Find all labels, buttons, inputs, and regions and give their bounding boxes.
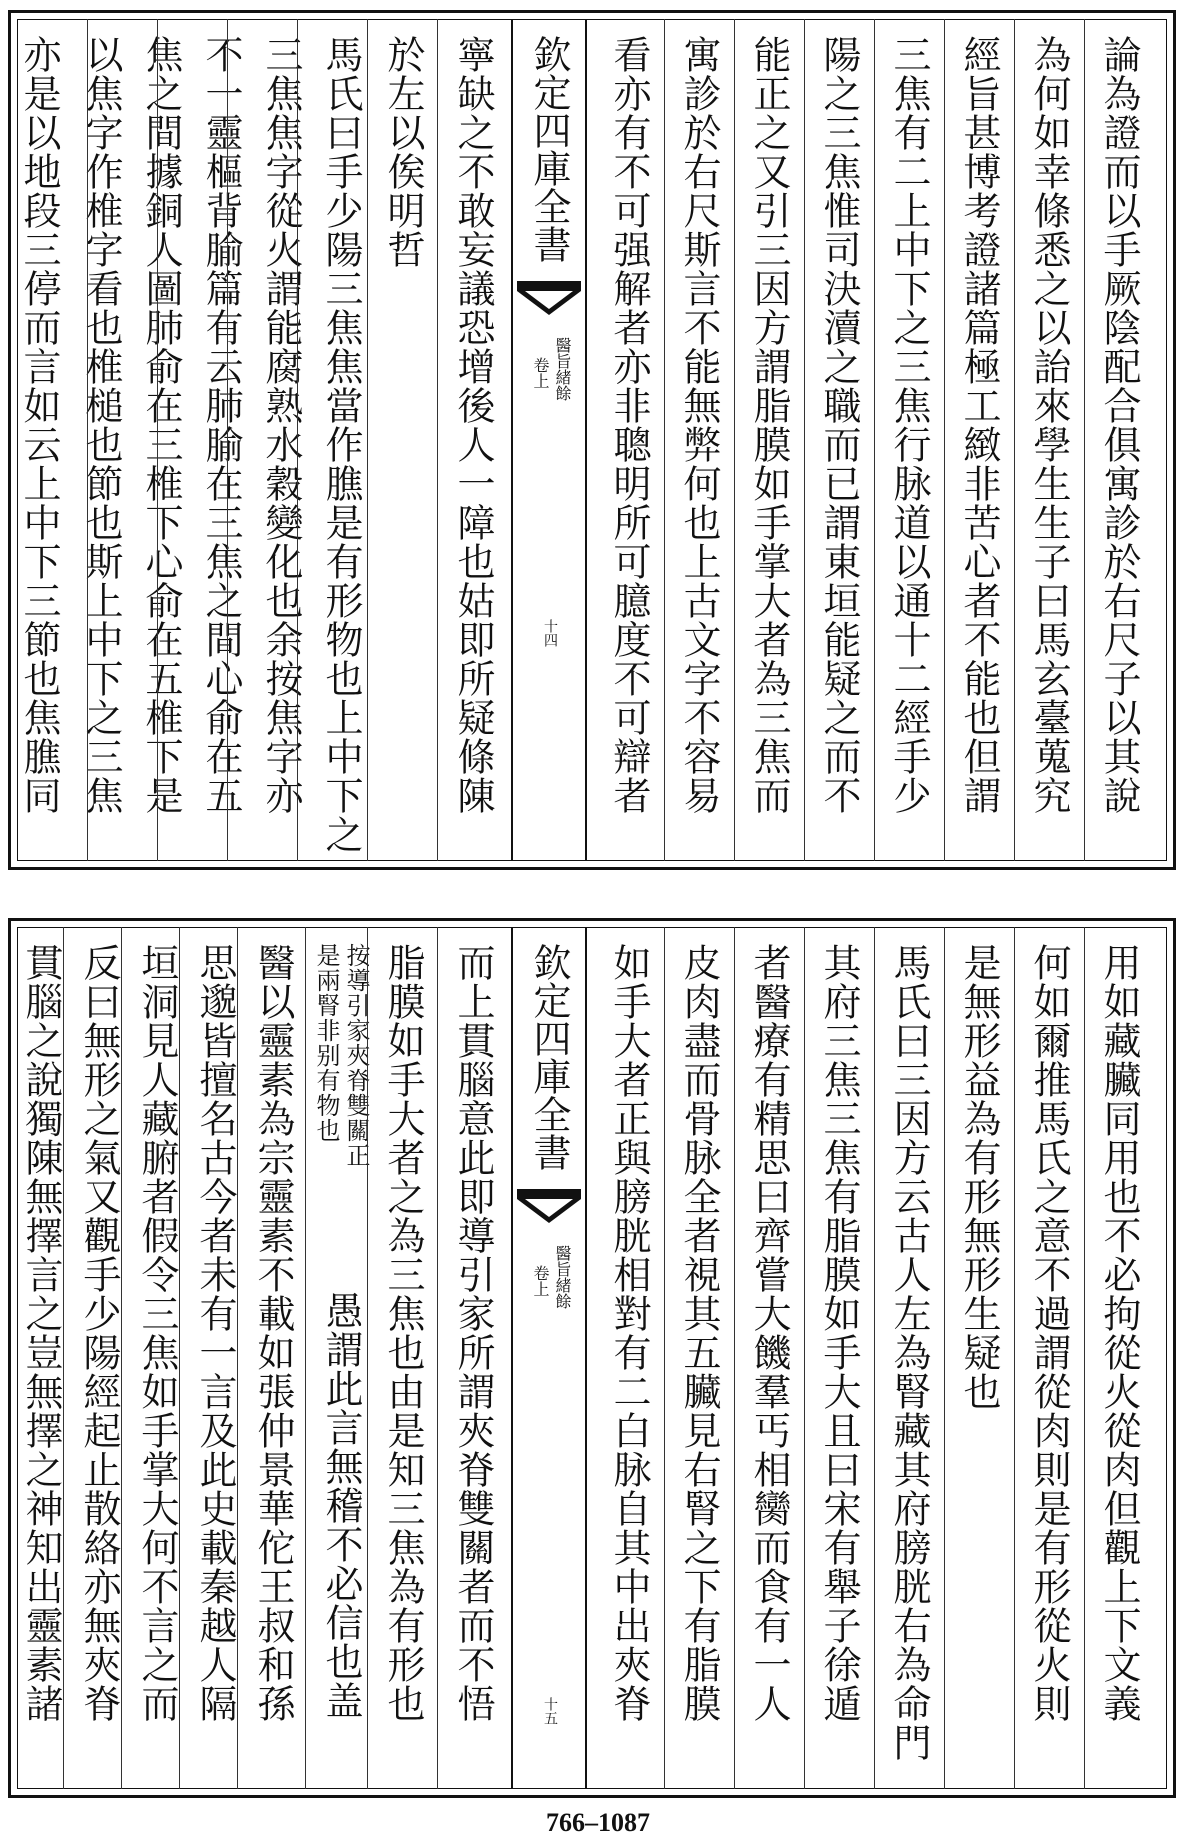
fishtail-mark-icon [517,281,581,315]
page-number: 十四 [542,619,558,647]
top-left-col-6: 焦之間據銅人圖肺俞在三椎下心俞在五椎下是 [139,35,183,815]
volume-label: 卷上 [531,357,550,389]
column-rule [437,927,438,1789]
top-left-col-8: 亦是以地段三停而言如云上中下三節也焦膲同 [17,35,61,815]
bottom-right-col-4: 馬氏曰三因方云古人左為腎藏其府膀胱右為命門 [887,943,931,1762]
top-center-fold [511,19,587,861]
column-rule [87,19,88,861]
top-left-col-1: 寧缺之不敢妄議恐增後人一障也姑即所疑條陳 [451,35,495,815]
top-right-col-7: 寓診於右尺斯言不能無弊何也上古文字不容易 [677,35,721,815]
bottom-right-col-7: 皮肉盡而骨脉全者視其五臟見右腎之下有脂膜 [677,943,721,1723]
column-rule [1084,927,1085,1789]
bottom-left-col-3: 愚謂此言無稽不必信也盖 [319,1291,363,1720]
top-left-col-4: 三焦焦字從火謂能腐熟水穀變化也余按焦字亦 [259,35,303,815]
column-rule [157,19,158,861]
volume-label: 卷上 [531,1265,550,1297]
top-right-col-1: 論為證而以手厥陰配合俱寓診於右尺子以其說 [1097,35,1141,815]
bottom-page [8,918,1176,1798]
sub-title: 醫旨緒餘 [553,1245,572,1309]
column-rule [664,927,665,1789]
bottom-right-col-6: 者醫療有精思曰齊嘗大饑羣丐相臠而食有一人 [747,943,791,1723]
bottom-left-col-2: 脂膜如手大者之為三焦也由是知三焦為有形也 [381,943,425,1723]
column-rule [1084,19,1085,861]
top-right-col-3: 經旨甚博考證諸篇極工緻非苦心者不能也但謂 [957,35,1001,815]
bottom-right-col-2: 何如爾推馬氏之意不過謂從肉則是有形從火則 [1027,943,1071,1723]
column-rule [305,927,306,1789]
column-rule [664,19,665,861]
bottom-right-col-5: 其府三焦三焦有脂膜如手大且曰宋有舉子徐遁 [817,943,861,1723]
note-col-1: 按導引家夾脊雙關正 [342,943,370,1168]
sub-title: 醫旨緒餘 [553,337,572,401]
book-title: 欽定四庫全書 [527,943,571,1171]
top-page [8,10,1176,870]
column-rule [367,927,368,1789]
page-caption: 766–1087 [546,1808,650,1837]
top-right-col-8: 看亦有不可强解者亦非聰明所可臆度不可辯者 [607,35,651,815]
column-rule [944,19,945,861]
top-right-col-6: 能正之又引三因方謂脂膜如手掌大者為三焦而 [747,35,791,815]
column-rule [874,927,875,1789]
bottom-right-col-8: 如手大者正與膀胱相對有二白脉自其中出夾脊 [607,943,651,1723]
column-rule [804,19,805,861]
column-rule [874,19,875,861]
top-left-col-7: 以焦字作椎字看也椎槌也節也斯上中下之三焦 [79,35,123,815]
bottom-left-col-6: 垣洞見人藏腑者假令三焦如手掌大何不言之而 [135,943,179,1723]
top-left-col-5: 不一靈樞背腧篇有云肺腧在三焦之間心俞在五 [199,35,243,815]
column-rule [237,927,238,1789]
column-rule [1014,19,1015,861]
column-rule [227,19,228,861]
bottom-right-col-1: 用如藏臟同用也不必拘從火從肉但觀上下文義 [1097,943,1141,1723]
bottom-left-col-4: 醫以靈素為宗靈素不載如張仲景華佗王叔和孫 [251,943,295,1723]
top-left-col-3: 馬氏曰手少陽三焦焦當作膲是有形物也上中下之 [319,35,363,854]
column-rule [734,927,735,1789]
column-rule [63,927,64,1789]
column-rule [804,927,805,1789]
bottom-right-col-3: 是無形益為有形無形生疑也 [957,943,1001,1411]
bottom-left-col-8: 貫腦之說獨陳無擇言之豈無擇之神知出靈素諸 [19,943,63,1723]
column-rule [297,19,298,861]
bottom-left-col-5: 思邈皆擅名古今者未有一言及此史載秦越人隔 [193,943,237,1723]
column-rule [121,927,122,1789]
bottom-left-col-1: 而上貫腦意此即導引家所謂夾脊雙關者而不悟 [451,943,495,1723]
fishtail-mark-icon [517,1189,581,1223]
column-rule [734,19,735,861]
column-rule [367,19,368,861]
top-right-col-5: 陽之三焦惟司決瀆之職而已謂東垣能疑之而不 [817,35,861,815]
bottom-center-fold [511,927,587,1789]
top-right-col-4: 三焦有二上中下之三焦行脉道以通十二經手少 [887,35,931,815]
column-rule [437,19,438,861]
top-left-col-2: 於左以俟明哲 [381,35,425,269]
note-col-2: 是兩腎非别有物也 [312,943,340,1143]
book-title: 欽定四庫全書 [527,35,571,263]
column-rule [179,927,180,1789]
bottom-left-col-7: 反曰無形之氣又觀手少陽經起止散絡亦無夾脊 [77,943,121,1723]
top-right-col-2: 為何如幸條悉之以詒來學生生子曰馬玄臺蒐究 [1027,35,1071,815]
column-rule [944,927,945,1789]
page-number: 十五 [542,1697,558,1725]
column-rule [1014,927,1015,1789]
